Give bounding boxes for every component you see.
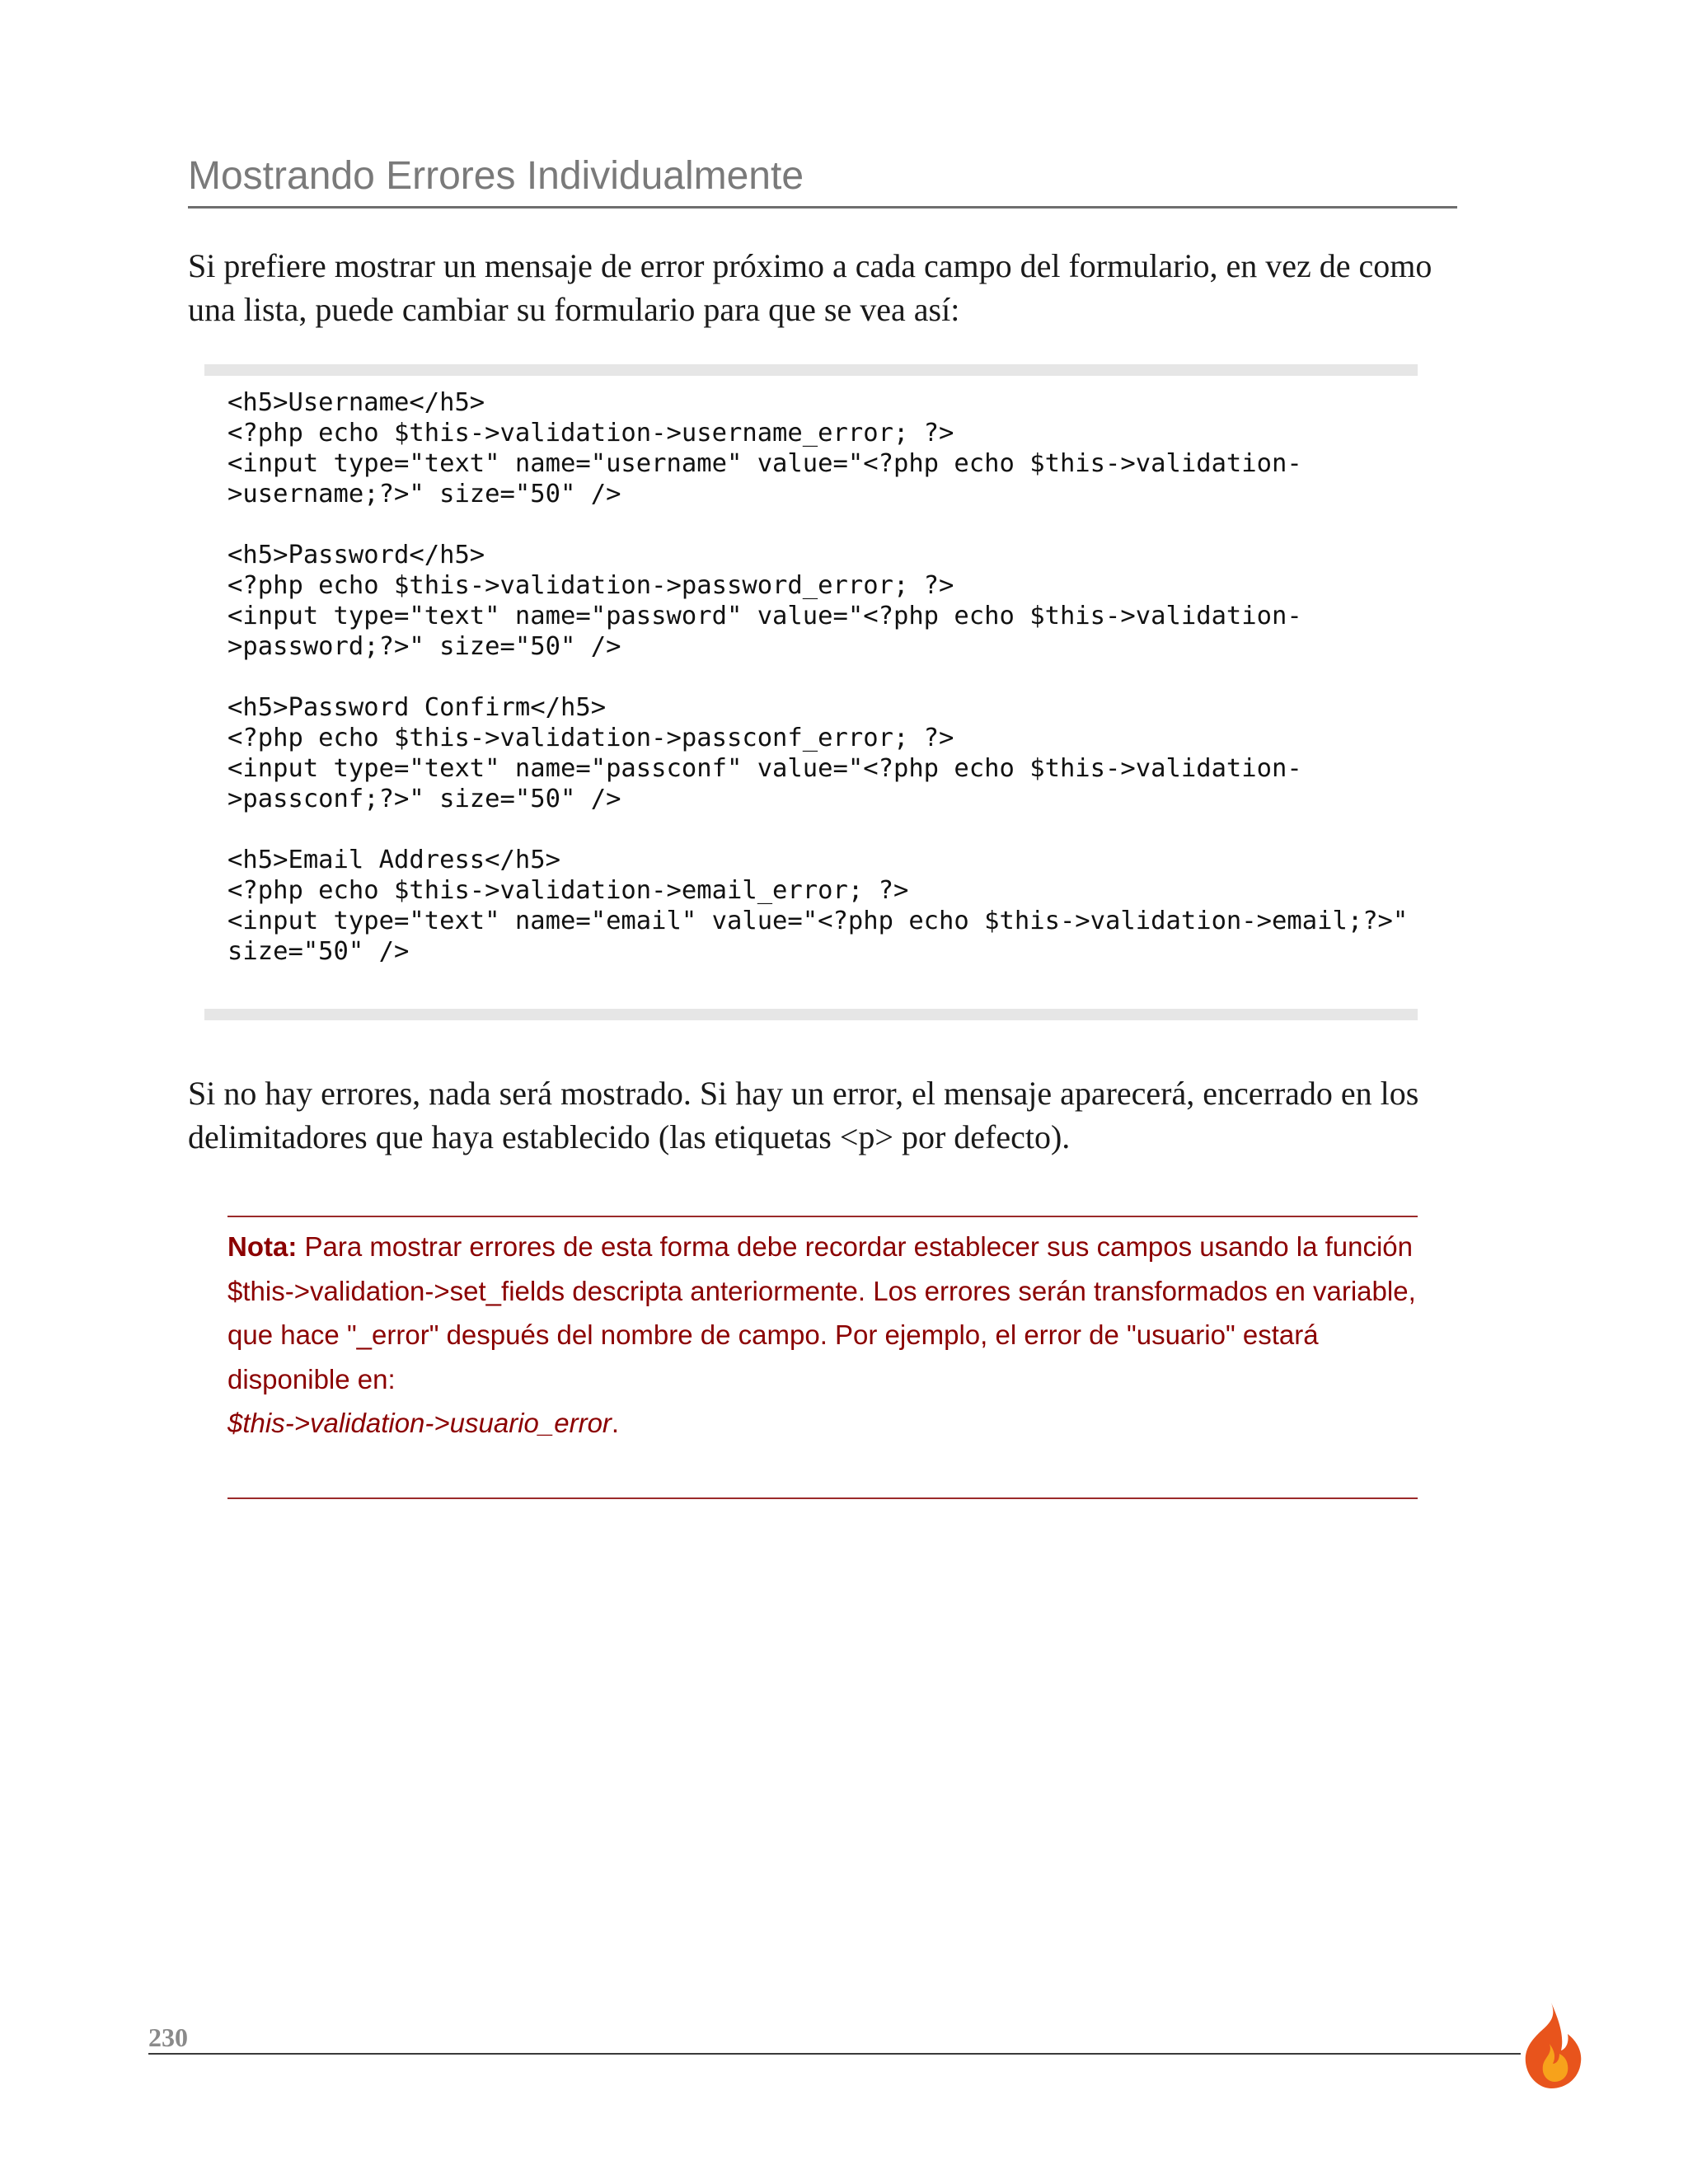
note-text-line1: Para mostrar errores de esta forma debe recordar establecer sus campos usando la función <box>297 1231 1414 1262</box>
note-label: Nota: <box>227 1231 298 1262</box>
note-top-rule <box>227 1216 1418 1217</box>
code-block-top-bar <box>204 364 1418 376</box>
note-text-line2: $this->validation->set_fields descripta anteriormente. Los errores serán transformados en variable, que hace "_error" después del nombre de campo. Por ejemplo, el error de "usuario" estará disponible en: <box>227 1275 1416 1394</box>
flame-logo-icon <box>1508 2001 1591 2092</box>
code-block: <h5>Username</h5> <?php echo $this->validation->username_error; ?> <input type="text" name="username" value="<?php echo $this->validation- >username;?>" size="50" /> <h5>Password</h5> <?php echo $this->validation->password_error; ?> <input type="text" name="password" value="<?php echo $this->validation- >password;?>" size="50" /> <h5>Password Confirm</h5> <?php echo $this->validation->passconf_error; ?> <input type="text" name="passconf" value="<?php echo $this->validation- >passconf;?>" size="50" /> <h5>Email Address</h5> <?php echo $this->validation->email_error; ?> <input type="text" name="email" value="<?php echo $this->validation->email;?>" size="50" /> <box>227 388 1409 966</box>
code-block-bottom-bar <box>204 1009 1418 1020</box>
after-code-paragraph: Si no hay errores, nada será mostrado. Si hay un error, el mensaje aparecerá, encerrado en los delimitadores que haya establecido (las etiquetas <p> por defecto). <box>188 1075 1419 1155</box>
page-number: 230 <box>148 2022 188 2052</box>
note-code-reference: $this->validation->usuario_error <box>227 1408 612 1438</box>
intro-paragraph: Si prefiere mostrar un mensaje de error próximo a cada campo del formulario, en vez de como una lista, puede cambiar su formulario para que se vea así: <box>188 247 1432 328</box>
footer-rule <box>148 2053 1521 2055</box>
note-bottom-rule <box>227 1497 1418 1499</box>
note-box <box>227 1225 1418 1446</box>
section-heading: Mostrando Errores Individualmente <box>188 154 804 198</box>
heading-underline <box>188 206 1457 209</box>
note-end: . <box>611 1408 620 1438</box>
